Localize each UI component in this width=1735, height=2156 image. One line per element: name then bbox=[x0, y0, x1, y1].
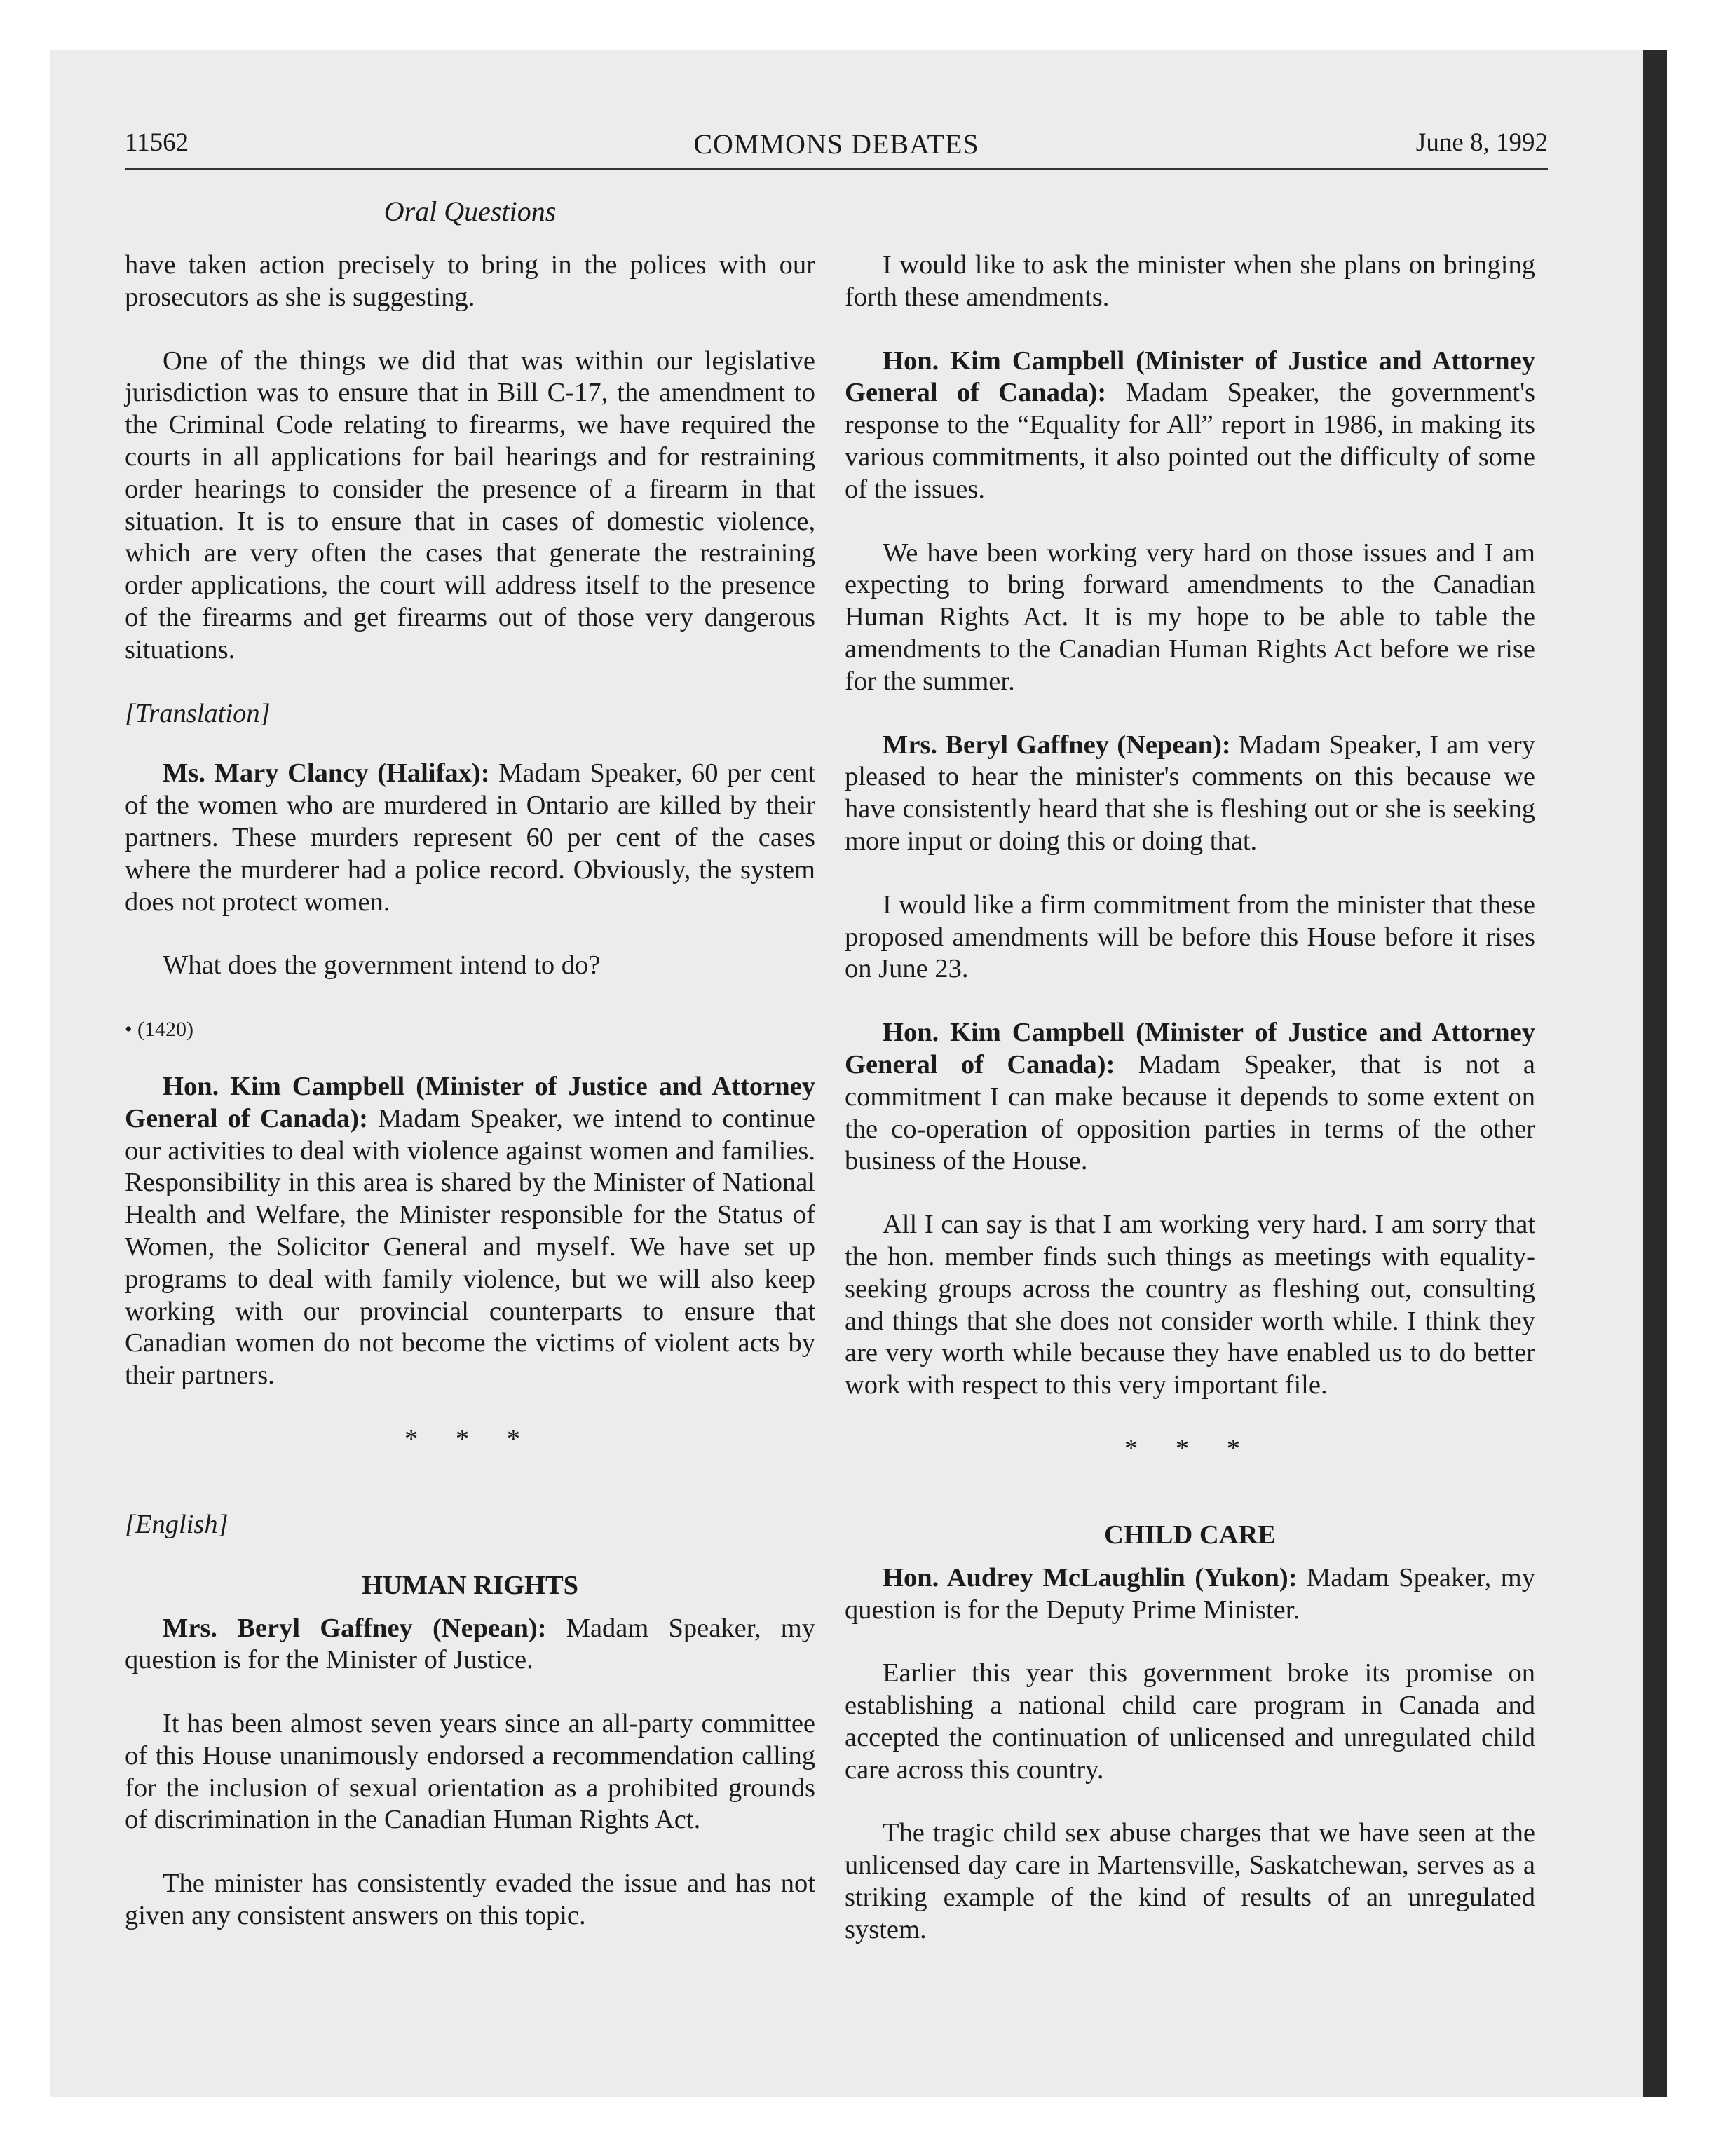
speech-paragraph bbox=[845, 346, 1535, 506]
paragraph: What does the government intend to do? bbox=[163, 950, 601, 981]
speech-paragraph bbox=[845, 1017, 1535, 1178]
scan-edge-shadow bbox=[1643, 50, 1667, 2097]
header-rule bbox=[125, 168, 1548, 170]
speaker-name: Ms. Mary Clancy (Halifax): bbox=[163, 758, 490, 789]
speaker-name: Hon. Kim Campbell (Minister of Justice and Attorney General of Canada): bbox=[845, 1018, 1535, 1079]
speaker-name: Mrs. Beryl Gaffney (Nepean): bbox=[163, 1613, 547, 1643]
paragraph: All I can say is that I am working very hard. I am sorry that the hon. member finds such things as meetings with equality-seeking groups across the country as fleshing out, consulting and things that she does not consider worth while. I think they are very worth while because they have enabled us to do better work with respect to this very important file. bbox=[845, 1210, 1535, 1400]
speaker-name: Hon. Kim Campbell (Minister of Justice and Attorney General of Canada): bbox=[845, 346, 1535, 408]
paragraph: Earlier this year this government broke its promise on establishing a national child care program in Canada and accepted the continuation of unlicensed and unregulated child care across this country. bbox=[845, 1658, 1535, 1785]
speech-paragraph bbox=[845, 730, 1535, 858]
section-label: Oral Questions bbox=[383, 196, 557, 227]
speech-paragraph bbox=[125, 1071, 815, 1392]
speaker-name: Mrs. Beryl Gaffney (Nepean): bbox=[883, 730, 1231, 760]
page-date: June 8, 1992 bbox=[1415, 128, 1548, 157]
timestamp: • (1420) bbox=[125, 1018, 193, 1042]
page-number: 11562 bbox=[125, 128, 189, 157]
speech-paragraph bbox=[125, 758, 815, 918]
language-tag: [Translation] bbox=[125, 698, 271, 728]
speech-text: Madam Speaker, my question is for the Deputy Prime Minister. bbox=[845, 1562, 1535, 1625]
paragraph: I would like to ask the minister when she plans on bringing forth these amendments. bbox=[845, 250, 1535, 312]
speech-text: Madam Speaker, the government's response to the “Equality for All” report in 1986, in making its various commitments, it also pointed out the difficulty of some of the issues. bbox=[845, 378, 1535, 504]
speech-text: Madam Speaker, that is not a commitment I can make because it depends to some extent on the co-operation of opposition parties in terms of the other business of the House. bbox=[845, 1049, 1535, 1176]
publication-title: COMMONS DEBATES bbox=[693, 128, 979, 160]
language-tag: [English] bbox=[125, 1509, 229, 1539]
speech-text: Madam Speaker, I am very pleased to hear the minister's comments on this because we have consistently heard that she is fleshing out or she is seeking more input or doing this or doing that. bbox=[845, 730, 1535, 856]
paragraph: have taken action precisely to bring in the polices with our prosecutors as she is suggesting. bbox=[125, 250, 815, 312]
section-separator: * * * bbox=[1124, 1433, 1256, 1464]
left-column bbox=[125, 250, 815, 1964]
speaker-name: Hon. Kim Campbell (Minister of Justice and Attorney General of Canada): bbox=[125, 1071, 815, 1133]
section-heading: CHILD CARE bbox=[1104, 1520, 1276, 1550]
paragraph: It has been almost seven years since an all-party committee of this House unanimously endorsed a recommendation calling for the inclusion of sexual orientation as a prohibited grounds of discrimination in the Canadian Human Rights Act. bbox=[125, 1709, 815, 1835]
speech-paragraph bbox=[125, 1613, 815, 1677]
section-separator: * * * bbox=[404, 1424, 536, 1454]
section-heading: HUMAN RIGHTS bbox=[361, 1570, 579, 1600]
speaker-name: Hon. Audrey McLaughlin (Yukon): bbox=[883, 1562, 1298, 1592]
paragraph: The minister has consistently evaded the issue and has not given any consistent answers on this topic. bbox=[125, 1869, 815, 1931]
paragraph: I would like a firm commitment from the minister that these proposed amendments will be before this House before it rises on June 23. bbox=[845, 889, 1535, 984]
right-column bbox=[845, 250, 1535, 1978]
paragraph: We have been working very hard on those issues and I am expecting to bring forward amendments to the Canadian Human Rights Act. It is my hope to be able to table the amendments to the Canadian Human Rights Act before we rise for the summer. bbox=[845, 538, 1535, 696]
paragraph: One of the things we did that was within our legislative jurisdiction was to ensure that in Bill C-17, the amendment to the Criminal Code relating to firearms, we have required the courts in all applications for bail hearings and for restraining order hearings to consider the presence of a firearm in that situation. It is to ensure that in cases of domestic violence, which are very often the cases that generate the restraining order applications, the court will address itself to the presence of the firearms and get firearms out of those very dangerous situations. bbox=[125, 346, 815, 664]
speech-text: Madam Speaker, we intend to continue our activities to deal with violence against women and families. Responsibility in this area is shared by the Minister of National Health and Welfare, the Minister responsible for the Status of Women, the Solicitor General and myself. We have set up programs to deal with family violence, but we will also keep working with our provincial counterparts to ensure that Canadian women do not become the victims of violent acts by their partners. bbox=[125, 1103, 815, 1391]
speech-text: Madam Speaker, 60 per cent of the women who are murdered in Ontario are killed by their partners. These murders represent 60 per cent of the cases where the murderer had a police record. Obviously, the system does not protect women. bbox=[125, 758, 816, 917]
page-header bbox=[125, 118, 1548, 168]
paragraph: The tragic child sex abuse charges that we have seen at the unlicensed day care in Martensville, Saskatchewan, serves as a striking example of the kind of results of an unregulated system. bbox=[845, 1818, 1535, 1944]
speech-text: Madam Speaker, my question is for the Minister of Justice. bbox=[125, 1613, 815, 1675]
speech-paragraph bbox=[845, 1562, 1535, 1627]
